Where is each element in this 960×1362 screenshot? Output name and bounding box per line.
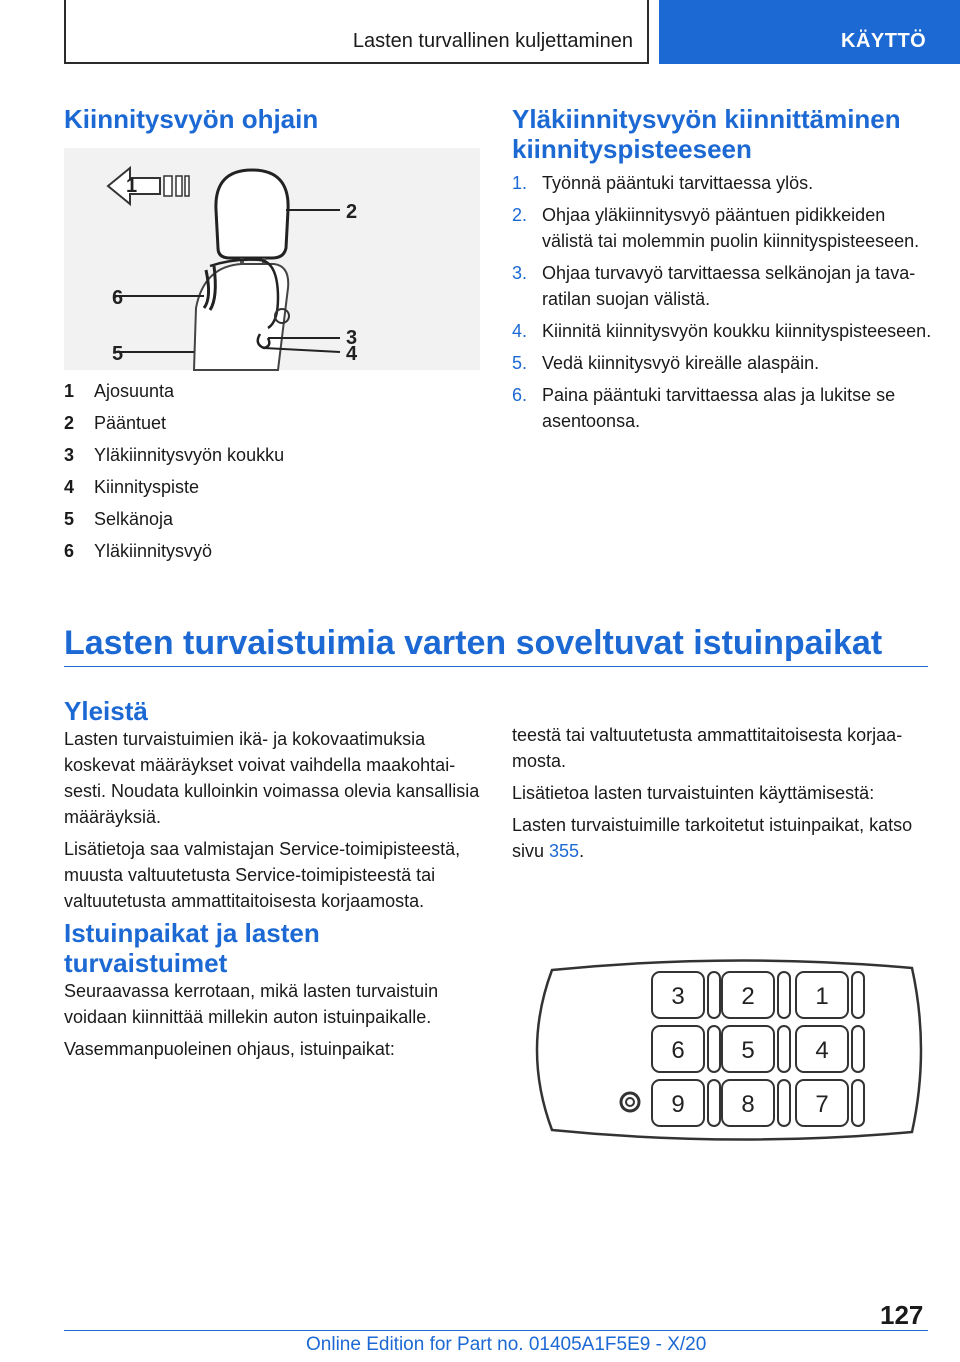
heading-rule xyxy=(64,666,928,667)
seat-number-2: 2 xyxy=(741,983,755,1010)
seat-layout-figure xyxy=(512,950,928,1150)
seat-number-6: 6 xyxy=(671,1037,685,1064)
car-seat-diagram xyxy=(512,950,928,1150)
page-link[interactable]: 355 xyxy=(549,841,580,861)
callout-1: 1 xyxy=(126,175,138,197)
legend-item: 4 Kiinnityspiste xyxy=(64,477,200,497)
callout-3: 3 xyxy=(346,327,358,349)
tether-guide-heading: Kiinnitysvyön ohjain xyxy=(64,104,319,134)
seat-number-7: 7 xyxy=(815,1091,829,1118)
step-item: 3. Ohjaa turvavyö tarvittaessa selkänojan ja tavaratilan suojan välistä. xyxy=(512,263,916,309)
legend-item: 6 Yläkiinnitysvyö xyxy=(64,541,213,561)
headrest-tether-figure xyxy=(64,148,480,370)
chapter-tab-label: KÄYTTÖ xyxy=(841,30,927,52)
general-paragraph-1: Lasten turvaistuimien ikä- ja kokovaatimuksia koskevat määräykset voivat vaihdella maakohtaisesti. Noudata kulloinkin voimassa olevia kansallisia määräyksiä. xyxy=(64,729,480,827)
footer-rule xyxy=(64,1330,928,1331)
seat-number-5: 5 xyxy=(741,1037,755,1064)
seats-heading: Istuinpaikat ja lasten turvaistuimet xyxy=(64,918,320,978)
attach-tether-heading: Yläkiinnitysvyön kiinnittäminen kiinnityspisteeseen xyxy=(512,104,901,164)
general-heading: Yleistä xyxy=(64,696,148,726)
callout-4: 4 xyxy=(346,343,358,365)
seat-number-4: 4 xyxy=(815,1037,829,1064)
legend-item: 5 Selkänoja xyxy=(64,509,174,529)
seat-number-3: 3 xyxy=(671,983,685,1010)
seats-paragraph-1: Seuraavassa kerrotaan, mikä lasten turvaistuin voidaan kiinnittää millekin auton istuinpaikalle. xyxy=(64,981,439,1027)
step-item: 6. Paina pääntuki tarvittaessa alas ja lukitse se asentoonsa. xyxy=(512,385,896,431)
general-column-left xyxy=(64,696,484,1068)
step-item: 5. Vedä kiinnitysvyö kireälle alaspäin. xyxy=(512,353,820,373)
instruction-steps xyxy=(512,170,932,440)
headrest-illustration xyxy=(64,148,480,370)
seat-back-6 xyxy=(708,1026,720,1072)
callout-2: 2 xyxy=(346,201,358,223)
figure-legend xyxy=(64,381,284,573)
page-number: 127 xyxy=(880,1300,924,1330)
general-paragraph-3: Lisätietoa lasten turvaistuinten käyttämisestä: xyxy=(512,783,875,803)
step-item: 4. Kiinnitä kiinnitysvyön koukku kiinnityspisteeseen. xyxy=(512,321,932,341)
seats-paragraph-2: Vasemmanpuoleinen ohjaus, istuinpaikat: xyxy=(64,1039,395,1059)
header-box xyxy=(64,0,649,64)
direction-arrow-icon xyxy=(108,168,189,204)
callout-5: 5 xyxy=(112,343,124,365)
seat-back-4 xyxy=(852,1026,864,1072)
main-section-heading: Lasten turvaistuimia varten soveltuvat istuinpaikat xyxy=(64,624,883,662)
callout-6: 6 xyxy=(112,287,124,309)
footer-edition: Online Edition for Part no. 01405A1F5E9 - X/20 xyxy=(306,1334,707,1355)
step-item: 2. Ohjaa yläkiinnitysvyö pääntuen pidikkeiden välistä tai molemmin puolin kiinnityspisteeseen. xyxy=(512,205,920,251)
seat-back-1 xyxy=(852,972,864,1018)
legend-item: 2 Pääntuet xyxy=(64,413,167,433)
seat-back-5 xyxy=(778,1026,790,1072)
seat-back-8 xyxy=(778,1080,790,1126)
seat-number-1: 1 xyxy=(815,983,829,1010)
section-title: Lasten turvallinen kuljettaminen xyxy=(352,30,633,52)
general-paragraph-4: Lasten turvaistuimille tarkoitetut istuinpaikat, katso sivu 355. xyxy=(512,815,913,861)
legend-item: 1 Ajosuunta xyxy=(64,381,175,401)
seat-number-8: 8 xyxy=(741,1091,755,1118)
step-item: 1. Työnnä pääntuki tarvittaessa ylös. xyxy=(512,173,814,193)
seat-number-9: 9 xyxy=(671,1091,685,1118)
seat-back-2 xyxy=(778,972,790,1018)
general-column-right xyxy=(512,722,932,870)
seat-back-3 xyxy=(708,972,720,1018)
general-paragraph-2: Lisätietoja saa valmistajan Service-toimipisteestä, muusta valtuutetusta Service-toimipisteestä tai valtuutetusta ammattitaitoisesta korjaamosta. xyxy=(64,839,461,911)
seat-back-7 xyxy=(852,1080,864,1126)
general-paragraph-2-cont: teestä tai valtuutetusta ammattitaitoisesta korjaamosta. xyxy=(512,725,903,771)
legend-item: 3 Yläkiinnitysvyön koukku xyxy=(64,445,285,465)
chapter-tab[interactable] xyxy=(659,0,960,64)
seat-back-9 xyxy=(708,1080,720,1126)
